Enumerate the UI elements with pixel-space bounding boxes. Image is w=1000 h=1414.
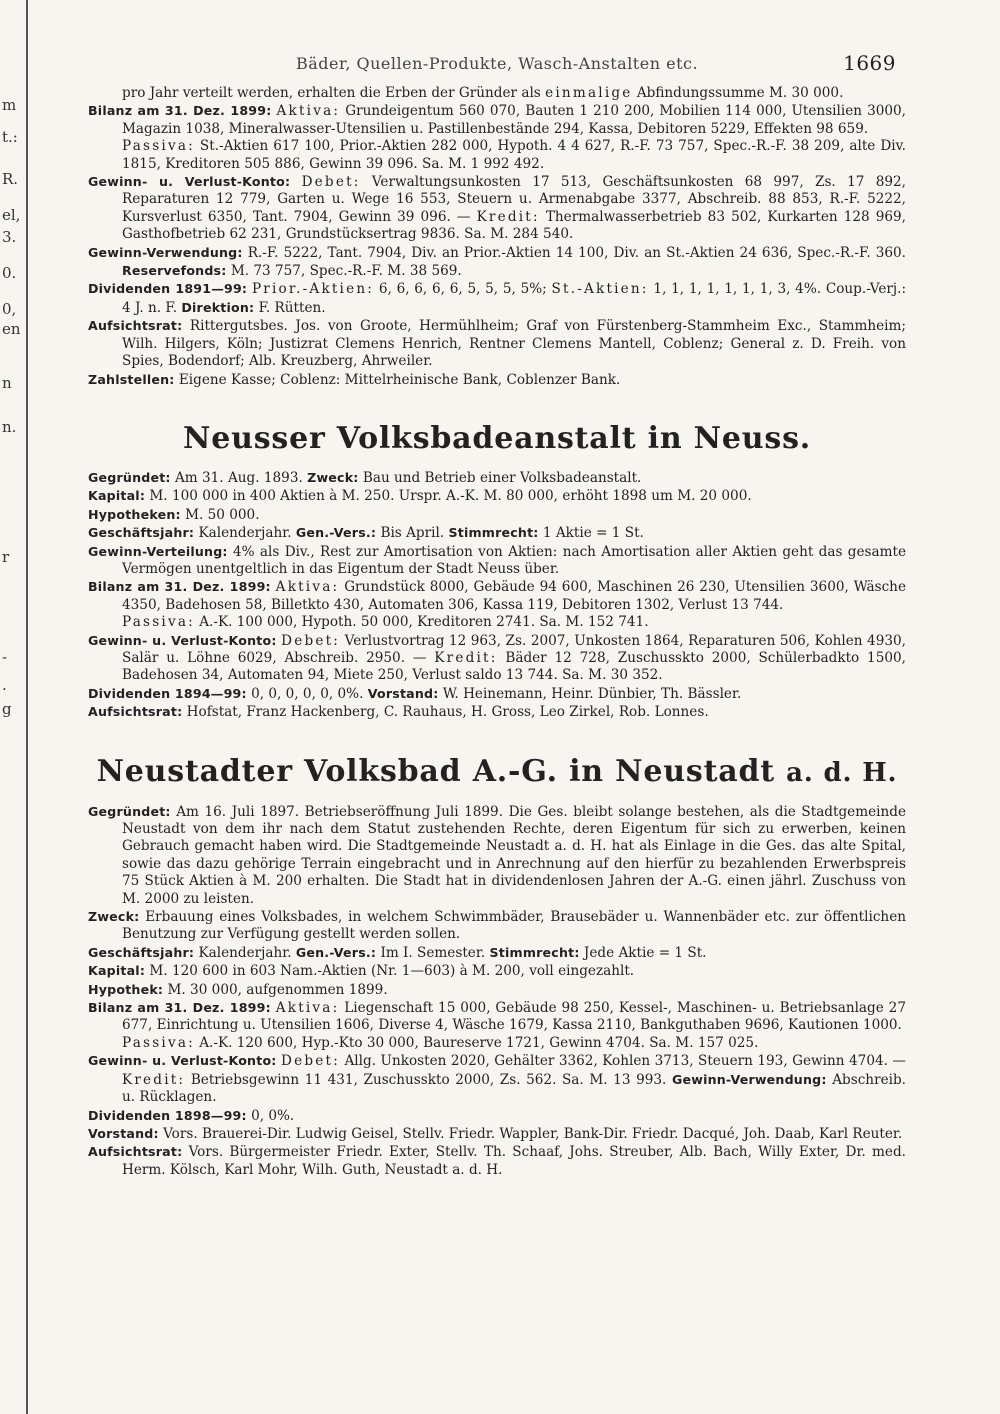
margin-fragment: 0.: [2, 264, 17, 282]
page-content: [88, 51, 907, 1179]
bilanz-passiva: Passiva: A.-K. 100 000, Hypoth. 50 000, Kreditoren 2741. Sa. M. 152 741.: [122, 614, 649, 631]
gewinn-verlust-konto: Gewinn- u. Verlust-Konto: Debet: Allg. Unkosten 2020, Gehälter 3362, Kohlen 3713, Steuern 193, Gewinn 4704. — Kredit: Betriebsgewinn 11 431, Zuschusskto 2000, Zs. 562. Sa. M. 13 993. Gewinn-Verwendung: Abschreib. u. Rücklagen.: [88, 1053, 907, 1106]
company-title: Neustadter Volksbad A.-G. in Neustadt a. d. H.: [96, 753, 898, 789]
column-divider-line: [26, 0, 28, 1414]
company-neuss: [88, 421, 906, 722]
geschaeftsjahr: Geschäftsjahr: Kalenderjahr. Gen.-Vers.: Im I. Semester. Stimmrecht: Jede Aktie = 1 St.: [88, 944, 707, 961]
zweck: Zweck: Erbauung eines Volksbades, in welchem Schwimmbäder, Brausebäder u. Wannenbäder etc. zur öffentlichen Benutzung zur Verfügung gestellt werden sollen.: [88, 909, 906, 943]
dividenden: Dividenden 1891—99: Prior.-Aktien: 6, 6, 6, 6, 6, 5, 5, 5, 5%; St.-Aktien: 1, 1, 1, 1, 1, 1, 1, 3, 4%. Coup.-Verj.: 4 J. n. F. Direktion: F. Rütten.: [88, 281, 907, 316]
margin-fragment: -: [2, 648, 8, 666]
company-title: Neusser Volksbadeanstalt in Neuss.: [182, 420, 812, 456]
kapital: Kapital: M. 120 600 in 603 Nam.-Aktien (Nr. 1—603) à M. 200, voll eingezahlt.: [88, 963, 635, 980]
margin-fragment: R.: [2, 170, 19, 188]
margin-fragment: t.:: [2, 128, 18, 146]
gegruendet: Gegründet: Am 16. Juli 1897. Betriebseröffnung Juli 1899. Die Ges. bleibt solange bestehen, als die Stadtgemeinde Neustadt von dem ihr nach dem Statut zustehenden Rechte, deren Eigentum für sich zu erwerben, keinen Gebrauch gemacht haben wird. Die Stadtgemeinde Neustadt a. d. H. hat als Einlage in die Ges. das alte Spital, sowie das dazu gehörige Terrain eingebracht und in Anrechnung auf den hierfür zu bezahlenden Erwerbspreis 75 Stück Aktien à M. 200 erhalten. Die Stadt hat in dividendenlosen Jahren der A.-G. einen jährl. Zuschuss von M. 2000 zu leisten.: [88, 803, 906, 907]
vorstand: Vorstand: Vors. Brauerei-Dir. Ludwig Geisel, Stellv. Friedr. Wappler, Bank-Dir. Friedr. Dacqué, Joh. Daab, Karl Reuter.: [88, 1125, 903, 1142]
running-head: [88, 51, 906, 85]
gewinn-verteilung: Gewinn-Verteilung: 4% als Div., Rest zur Amortisation von Aktien: nach Amortisation aller Aktien geht das gesamte Vermögen unentgeltlich in das Eigentum der Stadt Neuss über.: [88, 543, 906, 577]
hypothek: Hypothek: M. 30 000, aufgenommen 1899.: [88, 981, 388, 998]
bilanz-aktiva: Bilanz am 31. Dez. 1899: Aktiva: Liegenschaft 15 000, Gebäude 98 250, Kessel-, Maschinen- u. Betriebsanlage 27 677, Einrichtung u. Utensilien 1606, Diverse 4, Wäsche 1679, Kassa 2110, Bankguthaben 9696, Kautionen 1000.: [88, 1000, 906, 1034]
margin-fragment: n: [2, 374, 12, 392]
intro-paragraph: pro Jahr verteilt werden, erhalten die Erben der Gründer als einmalige Abfindungssumme M. 30 000.: [122, 85, 844, 101]
margin-fragment: .: [2, 676, 7, 694]
bilanz-aktiva: Bilanz am 31. Dez. 1899: Aktiva: Grundeigentum 560 070, Bauten 1 210 200, Mobilien 114 000, Utensilien 3000, Magazin 1038, Mineralwasser-Utensilien u. Pastillenbestände 294, Kassa, Debitoren 5229, Effekten 98 659.: [88, 103, 906, 137]
dividenden: Dividenden 1898—99: 0, 0%.: [88, 1107, 295, 1124]
aufsichtsrat: Aufsichtsrat: Rittergutsbes. Jos. von Groote, Hermühlheim; Graf von Fürstenberg-Stammheim Exc., Stammheim; Wilh. Hilgers, Köln; Justizrat Clemens Henrich, Rentner Clemens Mantell, Coblenz; General z. D. Freih. von Spies, Bodendorf; Alb. Kreuzberg, Ahrweiler.: [88, 318, 906, 370]
margin-fragment: n.: [2, 418, 17, 436]
company-neustadt: [88, 754, 906, 1180]
bilanz-passiva: Passiva: St.-Aktien 617 100, Prior.-Aktien 282 000, Hypoth. 4 4 627, R.-F. 73 757, Spec.-R.-F. 38 209, alte Div. 1815, Kreditoren 505 886, Gewinn 39 096. Sa. M. 1 992 492.: [122, 138, 906, 172]
page-number: 1669: [843, 51, 896, 75]
aufsichtsrat: Aufsichtsrat: Hofstat, Franz Hackenberg, C. Rauhaus, H. Gross, Leo Zirkel, Rob. Lonnes.: [88, 704, 709, 721]
gewinn-verlust-konto: Gewinn- u. Verlust-Konto: Debet: Verlustvortrag 12 963, Zs. 2007, Unkosten 1864, Reparaturen 506, Kohlen 4930, Salär u. Löhne 6029, Abschreib. 2950. — Kredit: Bäder 12 728, Zuschusskto 2000, Schülerbadkto 1500, Badehosen 34, Automaten 94, Miete 250, Verlust saldo 13 744. Sa. M. 30 352.: [88, 632, 906, 684]
continued-entry: [88, 85, 906, 389]
gewinn-verlust-konto: Gewinn- u. Verlust-Konto: Debet: Verwaltungsunkosten 17 513, Geschäftsunkosten 68 997, Zs. 17 892, Reparaturen 12 779, Garten u. Wege 16 553, Steuern u. Armenabgabe 3377, Abschreib. 88 853, R.-F. 5222, Kursverlust 6350, Tant. 7904, Gewinn 39 096. — Kredit: Thermalwasserbetrieb 83 502, Kurkarten 128 969, Gasthofbetrieb 62 231, Grundstücksertrag 9836. Sa. M. 284 540.: [88, 174, 907, 243]
dividenden-vorstand: Dividenden 1894—99: 0, 0, 0, 0, 0, 0%. Vorstand: W. Heinemann, Heinr. Dünbier, Th. Bässler.: [88, 685, 742, 702]
gegruendet-zweck: Gegründet: Am 31. Aug. 1893. Zweck: Bau und Betrieb einer Volksbadeanstalt.: [88, 469, 642, 486]
bilanz-aktiva: Bilanz am 31. Dez. 1899: Aktiva: Grundstück 8000, Gebäude 94 600, Maschinen 26 230, Utensilien 3600, Wäsche 4350, Badehosen 58, Billetkto 430, Automaten 306, Kassa 119, Debitoren 1302, Verlust 13 744.: [88, 579, 906, 613]
margin-fragment: 3.: [2, 228, 17, 246]
hypotheken: Hypotheken: M. 50 000.: [88, 506, 260, 523]
kapital: Kapital: M. 100 000 in 400 Aktien à M. 250. Urspr. A.-K. M. 80 000, erhöht 1898 um M. 20 000.: [88, 488, 752, 505]
margin-fragment: 0,: [2, 300, 17, 318]
running-head-title: Bäder, Quellen-Produkte, Wasch-Anstalten etc.: [295, 54, 699, 73]
margin-fragment: r: [2, 548, 10, 566]
margin-fragment: g: [2, 700, 12, 718]
zahlstellen: Zahlstellen: Eigene Kasse; Coblenz: Mittelrheinische Bank, Coblenzer Bank.: [88, 371, 621, 388]
aufsichtsrat: Aufsichtsrat: Vors. Bürgermeister Friedr. Exter, Stellv. Th. Schaaf, Johs. Streuber, Alb. Bach, Willy Exter, Dr. med. Herm. Kölsch, Karl Mohr, Wilh. Guth, Neustadt a. d. H.: [88, 1144, 906, 1178]
margin-fragment: el,: [2, 206, 21, 224]
geschaeftsjahr: Geschäftsjahr: Kalenderjahr. Gen.-Vers.: Bis April. Stimmrecht: 1 Aktie = 1 St.: [88, 525, 644, 542]
margin-fragment: en: [2, 320, 21, 338]
bilanz-passiva: Passiva: A.-K. 120 600, Hyp.-Kto 30 000, Baureserve 1721, Gewinn 4704. Sa. M. 157 025.: [122, 1034, 759, 1051]
margin-fragment: m: [2, 96, 17, 114]
gewinn-verwendung: Gewinn-Verwendung: R.-F. 5222, Tant. 7904, Div. an Prior.-Aktien 14 100, Div. an St.-Aktien 24 636, Spec.-R.-F. 360. Reservefonds: M. 73 757, Spec.-R.-F. M. 38 569.: [88, 244, 906, 280]
